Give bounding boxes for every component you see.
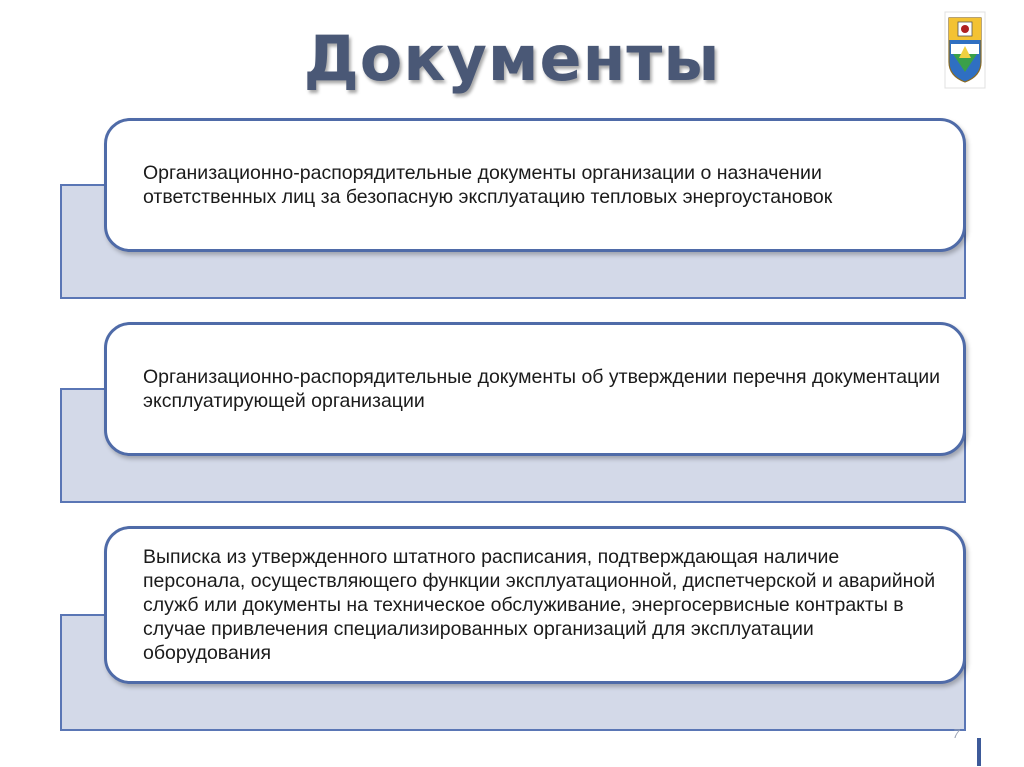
page-number: 7 <box>953 727 960 741</box>
document-card-3 <box>104 526 966 684</box>
document-block-2 <box>60 322 970 503</box>
document-text-1: Организационно-распорядительные документы организации о назначении ответственных лиц за безопасную эксплуатацию тепловых энергоустановок <box>143 162 833 208</box>
slide-title: Документы <box>303 22 721 95</box>
document-block-3 <box>60 526 970 731</box>
document-text-3: Выписка из утвержденного штатного расписания, подтверждающая наличие персонала, осуществляющего функции эксплуатационной, диспетчерской и аварийной служб или документы на техническое обслуживание, энергосервисные контракты в случае привлечения специализированных организаций для эксплуатации оборудования <box>143 546 936 664</box>
document-card-1 <box>104 118 966 252</box>
document-text-2: Организационно-распорядительные документы об утверждении перечня документации эксплуатирующей организации <box>143 366 941 412</box>
coat-of-arms-icon <box>943 10 987 90</box>
document-card-2 <box>104 322 966 456</box>
document-block-1 <box>60 118 970 299</box>
corner-accent-bar <box>977 738 981 766</box>
